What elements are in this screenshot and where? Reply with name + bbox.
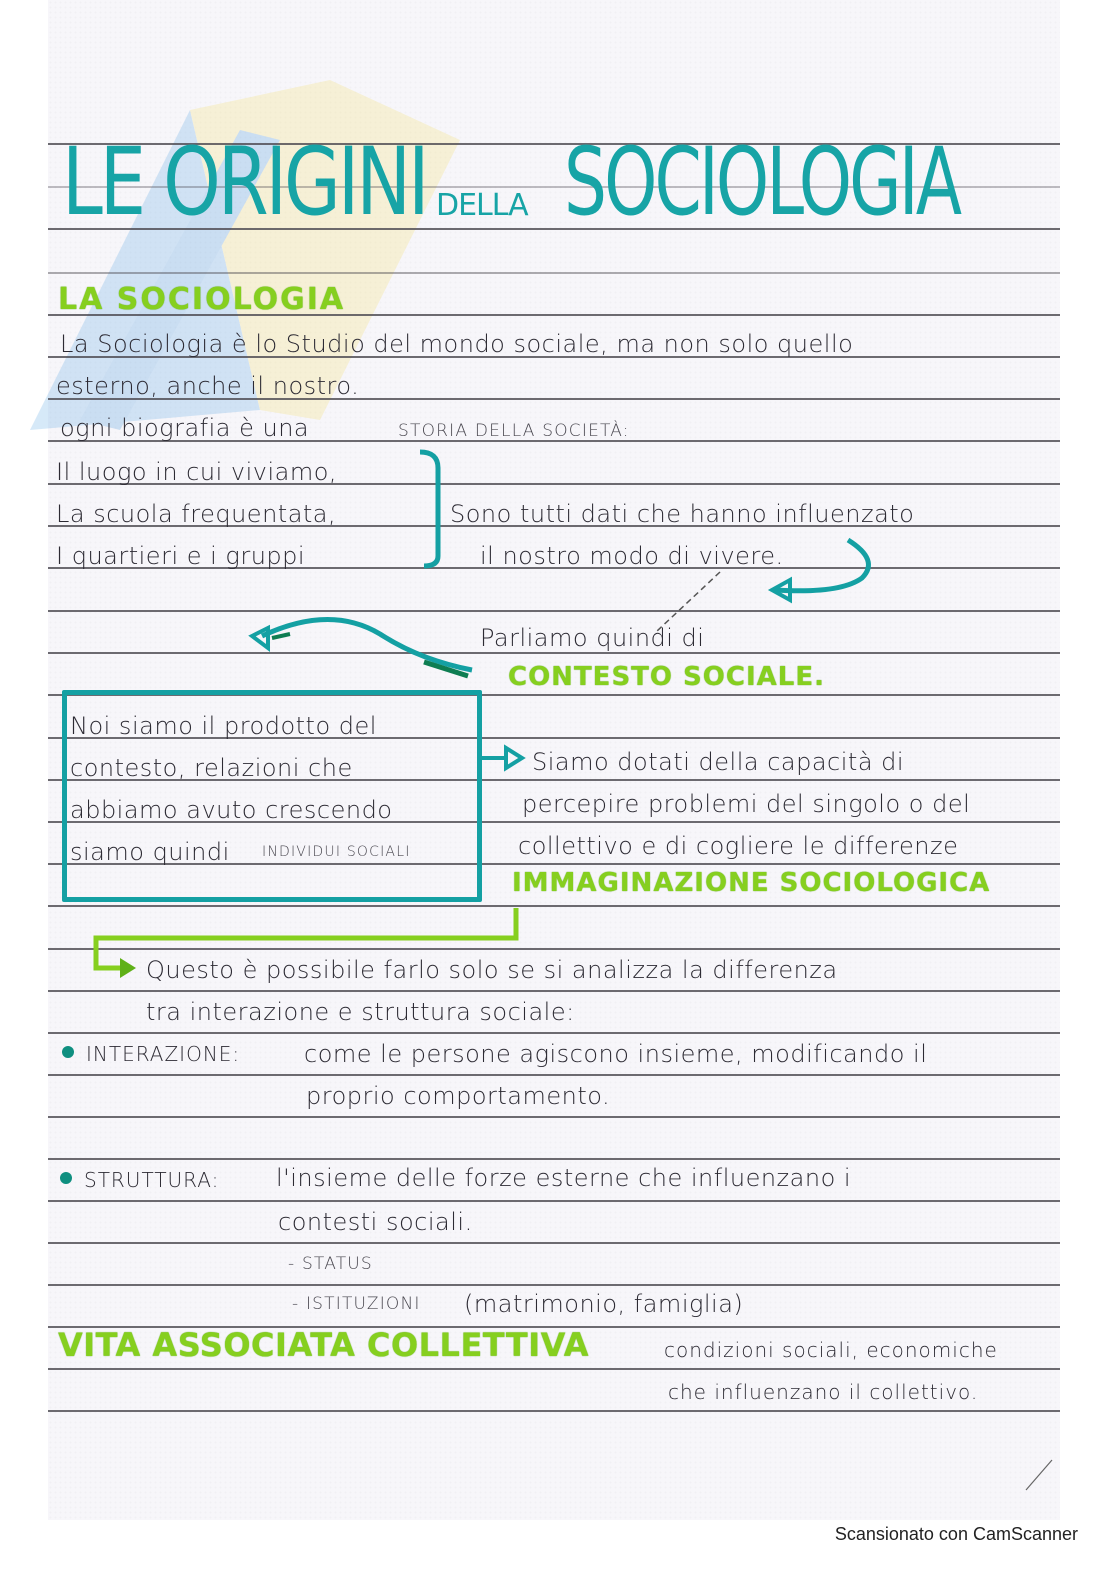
page-title-connector: DELLA bbox=[436, 188, 528, 223]
page-title-part-1: LE ORIGINI bbox=[62, 128, 427, 237]
bullet-term: STRUTTURA: bbox=[84, 1168, 220, 1192]
imagination-line: Siamo dotati della capacità di bbox=[532, 748, 905, 776]
bullet-definition: l'insieme delle forze esterne che influenzano i bbox=[276, 1164, 852, 1192]
boxed-note-line: siamo quindi bbox=[70, 838, 230, 866]
sub-item: - STATUS bbox=[288, 1254, 373, 1274]
body-line: La Sociologia è lo Studio del mondo sociale, ma non solo quello bbox=[60, 330, 854, 358]
highlight-phrase: STORIA DELLA SOCIETÀ: bbox=[398, 421, 630, 441]
collective-note: che influenzano il collettivo. bbox=[668, 1380, 979, 1404]
analysis-line: Questo è possibile farlo solo se si analizza la differenza bbox=[146, 956, 838, 984]
collective-note: condizioni sociali, economiche bbox=[664, 1338, 998, 1362]
body-line: esterno, anche il nostro. bbox=[56, 372, 360, 400]
bracket-note: il nostro modo di vivere. bbox=[480, 542, 784, 570]
bullet-definition: come le persone agiscono insieme, modificando il bbox=[304, 1040, 928, 1068]
scanner-footer: Scansionato con CamScanner bbox=[834, 1524, 1078, 1544]
bracket-note: Sono tutti dati che hanno influenzato bbox=[450, 500, 915, 528]
bracket-icon bbox=[420, 452, 438, 566]
analysis-line: tra interazione e struttura sociale: bbox=[146, 998, 575, 1026]
collective-keyword: VITA ASSOCIATA COLLETTIVA bbox=[58, 1326, 589, 1364]
boxed-note-line: Noi siamo il prodotto del bbox=[70, 712, 377, 740]
imagination-keyword: IMMAGINAZIONE SOCIOLOGICA bbox=[512, 868, 991, 898]
imagination-line: percepire problemi del singolo o del bbox=[522, 790, 971, 818]
bullet-continuation: contesti sociali. bbox=[278, 1208, 473, 1236]
sub-item-note: (matrimonio, famiglia) bbox=[464, 1290, 744, 1318]
section-heading: LA SOCIOLOGIA bbox=[58, 282, 346, 317]
sweep-arrow-icon bbox=[262, 619, 472, 670]
context-keyword: CONTESTO SOCIALE. bbox=[508, 662, 825, 692]
bullet-continuation: proprio comportamento. bbox=[306, 1082, 611, 1110]
green-connector-icon bbox=[96, 908, 516, 968]
boxed-note-line: contesto, relazioni che bbox=[70, 754, 353, 782]
boxed-note-line: abbiamo avuto crescendo bbox=[70, 796, 393, 824]
bracket-item: I quartieri e i gruppi bbox=[56, 542, 306, 570]
bracket-item: Il luogo in cui viviamo, bbox=[56, 458, 338, 486]
bracket-item: La scuola frequentata, bbox=[56, 500, 337, 528]
body-line: ogni biografia è una bbox=[60, 414, 310, 442]
boxed-note-keyword: INDIVIDUI SOCIALI bbox=[262, 844, 411, 860]
imagination-line: collettivo e di cogliere le differenze bbox=[518, 832, 959, 860]
context-intro: Parliamo quindi di bbox=[480, 624, 705, 652]
sub-item: - ISTITUZIONI bbox=[292, 1294, 421, 1314]
bullet-term: INTERAZIONE: bbox=[86, 1042, 241, 1066]
page-title-part-2: SOCIOLOGIA bbox=[564, 128, 960, 237]
